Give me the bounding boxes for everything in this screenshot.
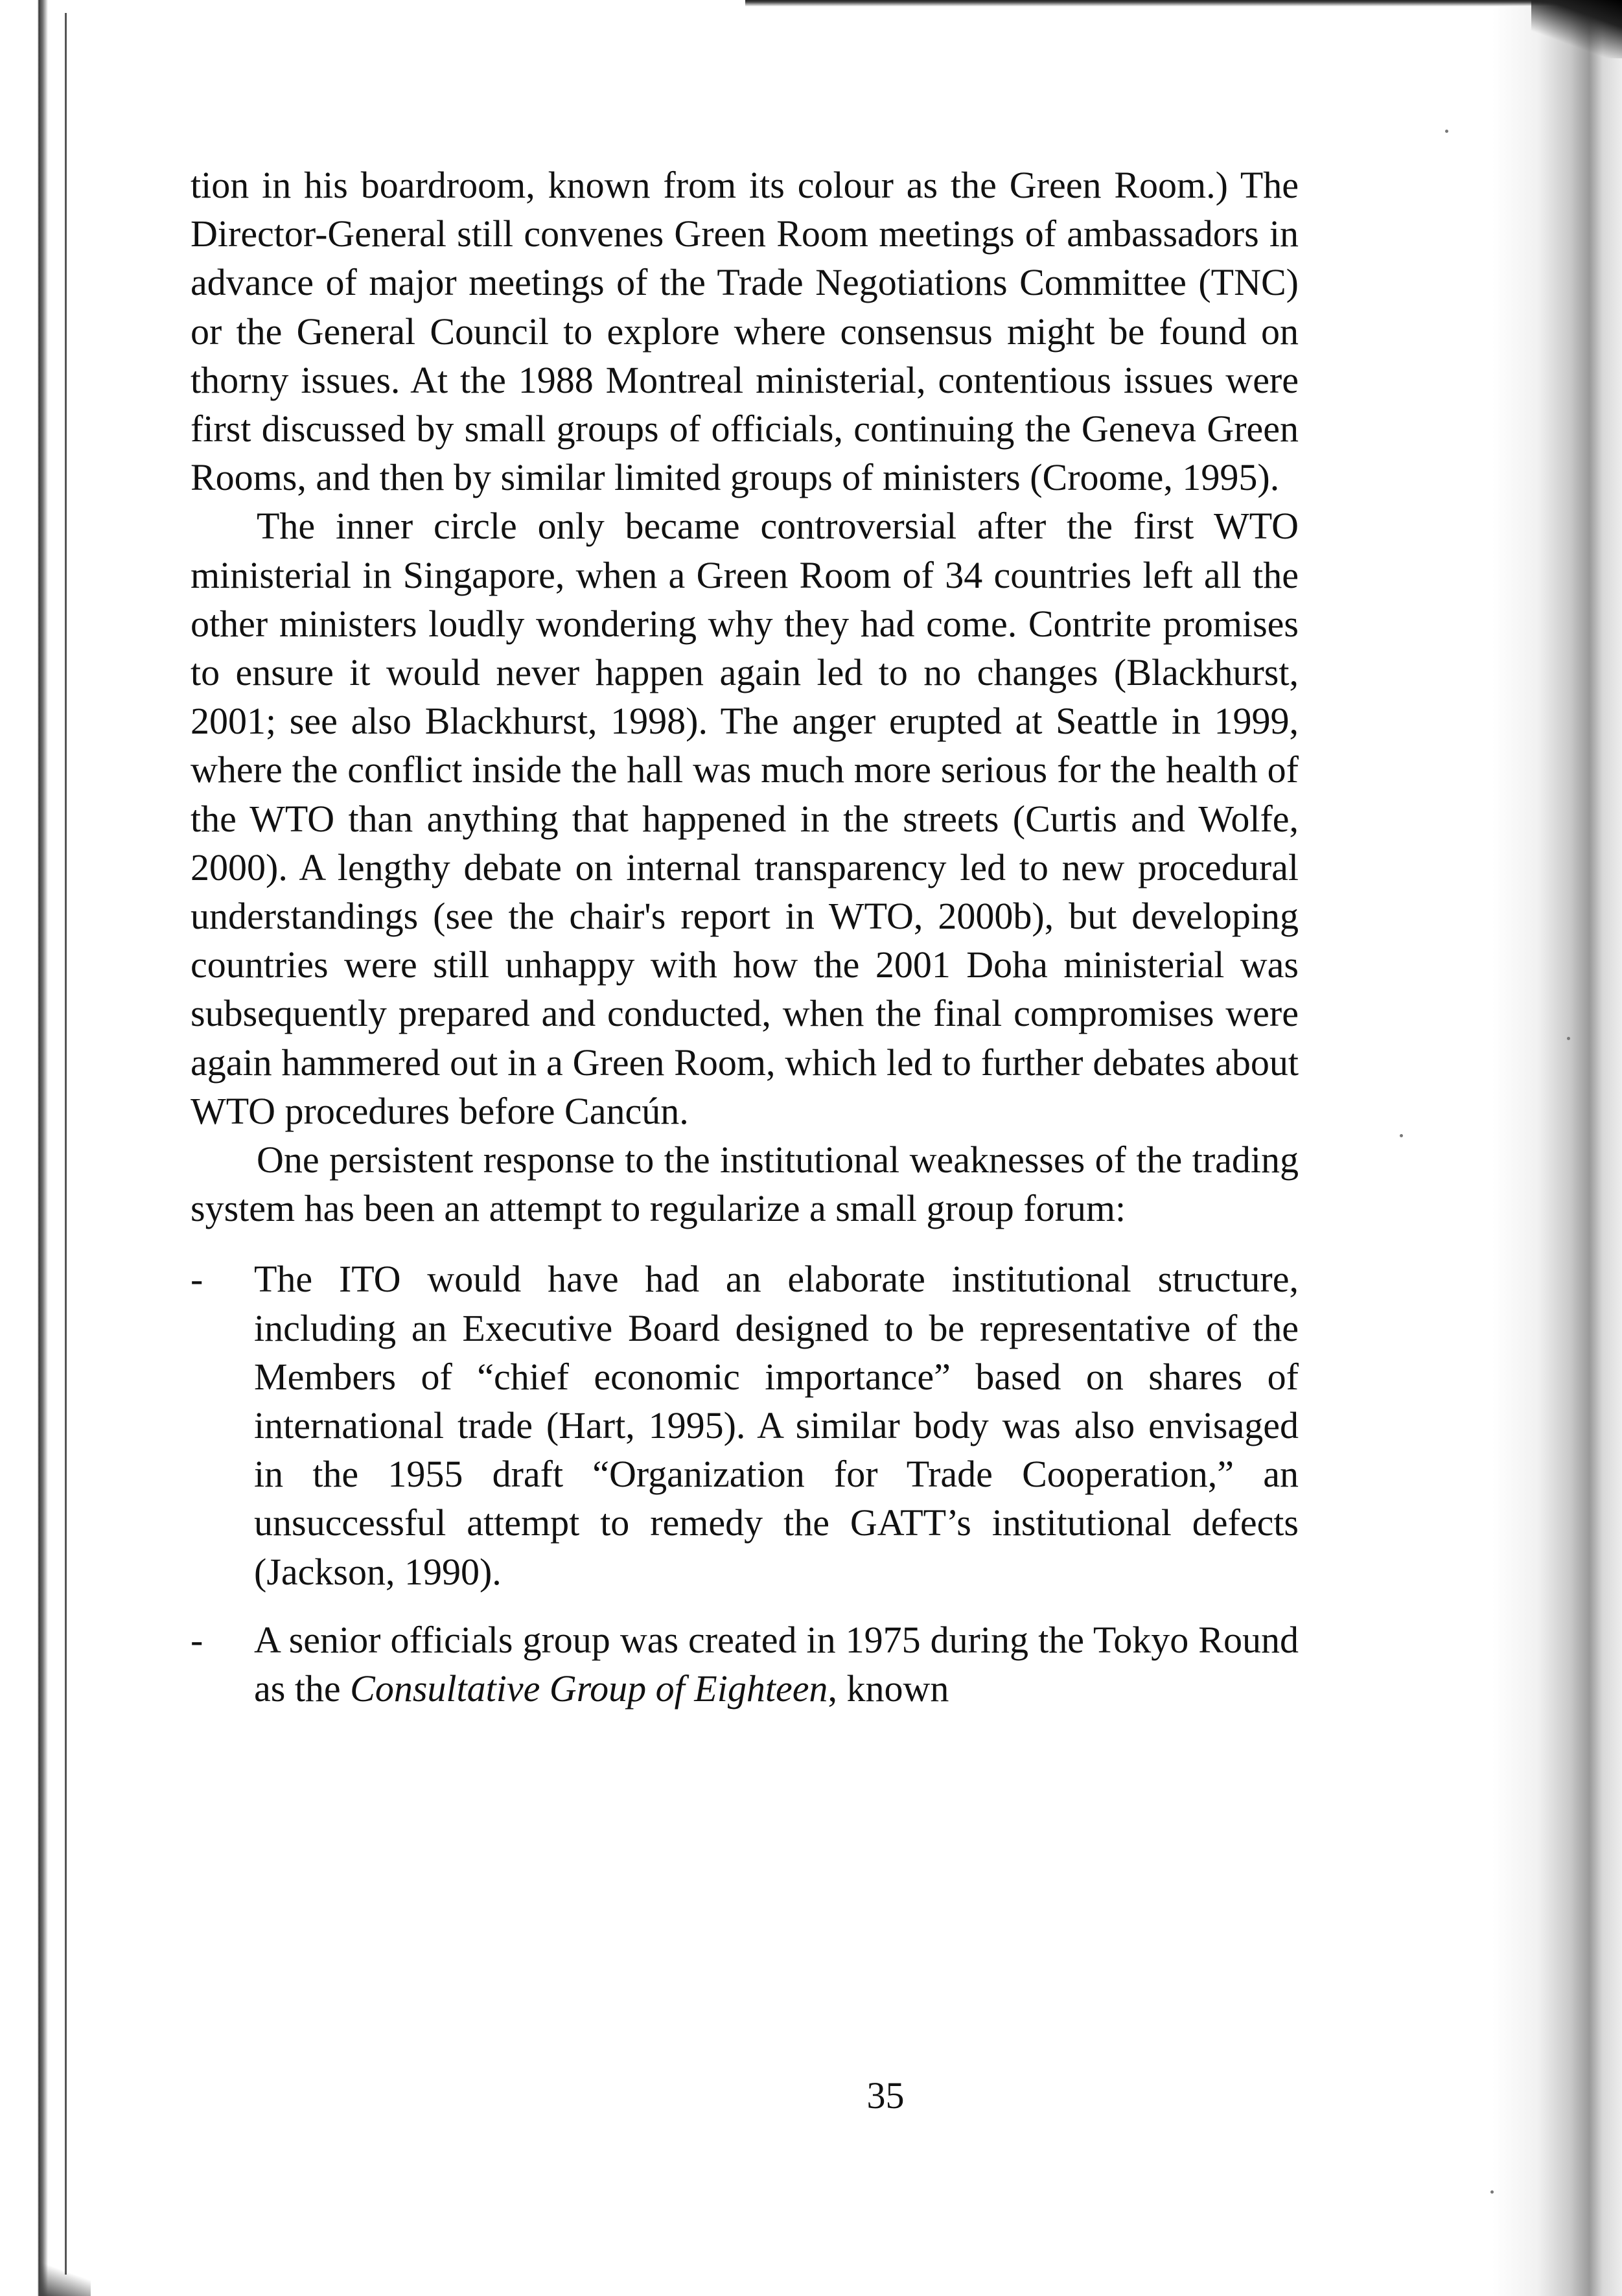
page-bottom-corner [39, 2257, 91, 2296]
bullet-italic-text: Consultative Group of Eighteen [350, 1667, 828, 1710]
page-right-edge [1492, 0, 1622, 2296]
bullet-dash: - [191, 1618, 203, 1661]
list-item [191, 1616, 1299, 1713]
bullet-text: A senior officials group was created in 1975 during the Tokyo Round as the [254, 1618, 1299, 1710]
paragraph-3: One persistent response to the institutional weaknesses of the trading system has been an attempt to regularize a small group forum: [191, 1139, 1299, 1230]
page-top-edge [745, 0, 1622, 6]
page-body-text [191, 161, 1299, 1732]
bullet-dash: - [191, 1258, 203, 1301]
bullet-text-end: , known [828, 1667, 949, 1710]
scan-speck [1490, 2190, 1494, 2194]
scan-speck [1445, 130, 1448, 133]
scan-speck [1567, 1037, 1570, 1040]
bullet-text: The ITO would have had an elaborate institutional structure, including an Executive Board designed to be representative of the Members of “chief economic importance” based on shares of international trade (Hart, 1995). A similar body was also envisaged in the 1955 draft “Organization for Trade Cooperation,” an unsuccessful attempt to remedy the GATT’s institutional defects (Jackson, 1990). [254, 1258, 1299, 1593]
page-corner-shadow [1531, 0, 1622, 58]
page-binding-line [65, 13, 67, 2275]
paragraph-1: tion in his boardroom, known from its colour as the Green Room.) The Director-General still convenes Green Room meetings of ambassadors in advance of major meetings of the Trade Negotiations Committee (TNC) or the General Council to explore where consensus might be found on thorny issues. At the 1988 Montreal ministerial, contentious issues were first discussed by small groups of officials, continuing the Geneva Green Rooms, and then by similar limited groups of ministers (Croome, 1995). [191, 164, 1299, 499]
page-number: 35 [866, 2074, 905, 2116]
scan-speck [1400, 1134, 1403, 1137]
paragraph-2: The inner circle only became controversial after the first WTO ministerial in Singapore, when a Green Room of 34 countries left all the other ministers loudly wondering why they had come. Contrite promises to ensure it would never happen again led to no changes (Blackhurst, 2001; see also Blackhurst, 1998). The anger erupted at Seattle in 1999, where the conflict inside the hall was much more serious for the health of the WTO than anything that happened in the streets (Curtis and Wolfe, 2000). A lengthy debate on internal transparency led to new procedural understandings (see the chair's report in WTO, 2000b), but developing countries were still unhappy with how the 2001 Doha ministerial was subsequently prepared and conducted, when the final compromises were again hammered out in a Green Room, which led to further debates about WTO procedures before Cancún. [191, 505, 1299, 1132]
bullet-list [191, 1255, 1299, 1713]
list-item [191, 1255, 1299, 1595]
